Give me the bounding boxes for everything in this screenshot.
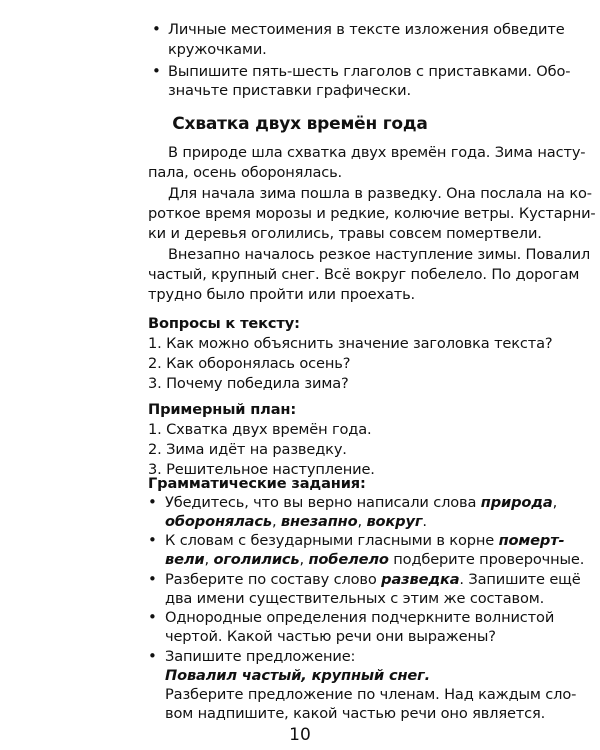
task-line: Выпишите пять-шесть глаголов с приставками. Обо-: [168, 63, 571, 80]
question-item: 2. Как оборонялась осень?: [148, 355, 351, 372]
plan-item: 1. Схватка двух времён года.: [148, 421, 372, 438]
grammar-task-line: Разберите по составу слово разведка. Запишите ещё: [165, 571, 581, 588]
grammar-task-line: Убедитесь, что вы верно написали слова природа,: [165, 494, 558, 511]
plan-item: 2. Зима идёт на разведку.: [148, 441, 347, 458]
grammar-task-line: Однородные определения подчеркните волнистой: [165, 609, 555, 626]
grammar-task-line: Разберите предложение по членам. Над каждым сло-: [165, 686, 577, 703]
grammar-task-line: К словам с безударными гласными в корне померт-: [165, 532, 565, 549]
text-title: Схватка двух времён года: [172, 114, 428, 134]
bullet-icon: •: [148, 531, 157, 549]
story-line: роткое время морозы и редкие, колючие ветры. Кустарни-: [148, 205, 596, 222]
grammar-task-line: вели, оголились, побелело подберите проверочные.: [165, 551, 585, 568]
questions-heading: Вопросы к тексту:: [148, 315, 300, 332]
question-item: 3. Почему победила зима?: [148, 375, 349, 392]
grammar-task-line: Запишите предложение:: [165, 648, 356, 665]
story-line: трудно было пройти или проехать.: [148, 286, 416, 303]
plan-item: 3. Решительное наступление.: [148, 461, 375, 478]
task-line: значьте приставки графически.: [168, 82, 411, 99]
bullet-icon: •: [152, 62, 161, 80]
bullet-icon: •: [148, 493, 157, 511]
task-line: Личные местоимения в тексте изложения обведите: [168, 21, 565, 38]
example-sentence: Повалил частый, крупный снег.: [165, 667, 431, 684]
bullet-icon: •: [148, 647, 157, 665]
plan-heading: Примерный план:: [148, 401, 297, 418]
bullet-icon: •: [148, 570, 157, 588]
question-item: 1. Как можно объяснить значение заголовка текста?: [148, 335, 553, 352]
story-line: пала, осень оборонялась.: [148, 164, 343, 181]
task-line: кружочками.: [168, 41, 267, 58]
page-number: 10: [289, 725, 311, 745]
bullet-icon: •: [148, 608, 157, 626]
story-line: частый, крупный снег. Всё вокруг побелело. По дорогам: [148, 266, 580, 283]
story-line: ки и деревья оголились, травы совсем помертвели.: [148, 225, 542, 242]
grammar-heading: Грамматические задания:: [148, 475, 366, 492]
bullet-icon: •: [152, 20, 161, 38]
story-line: Внезапно началось резкое наступление зимы. Повалил: [168, 246, 591, 263]
story-line: Для начала зима пошла в разведку. Она послала на ко-: [168, 185, 592, 202]
grammar-task-line: вом надпишите, какой частью речи оно является.: [165, 705, 546, 722]
grammar-task-line: два имени существительных с этим же составом.: [165, 590, 545, 607]
story-line: В природе шла схватка двух времён года. Зима насту-: [168, 144, 586, 161]
grammar-task-line: чертой. Какой частью речи они выражены?: [165, 628, 496, 645]
grammar-task-line: оборонялась, внезапно, вокруг.: [165, 513, 427, 530]
